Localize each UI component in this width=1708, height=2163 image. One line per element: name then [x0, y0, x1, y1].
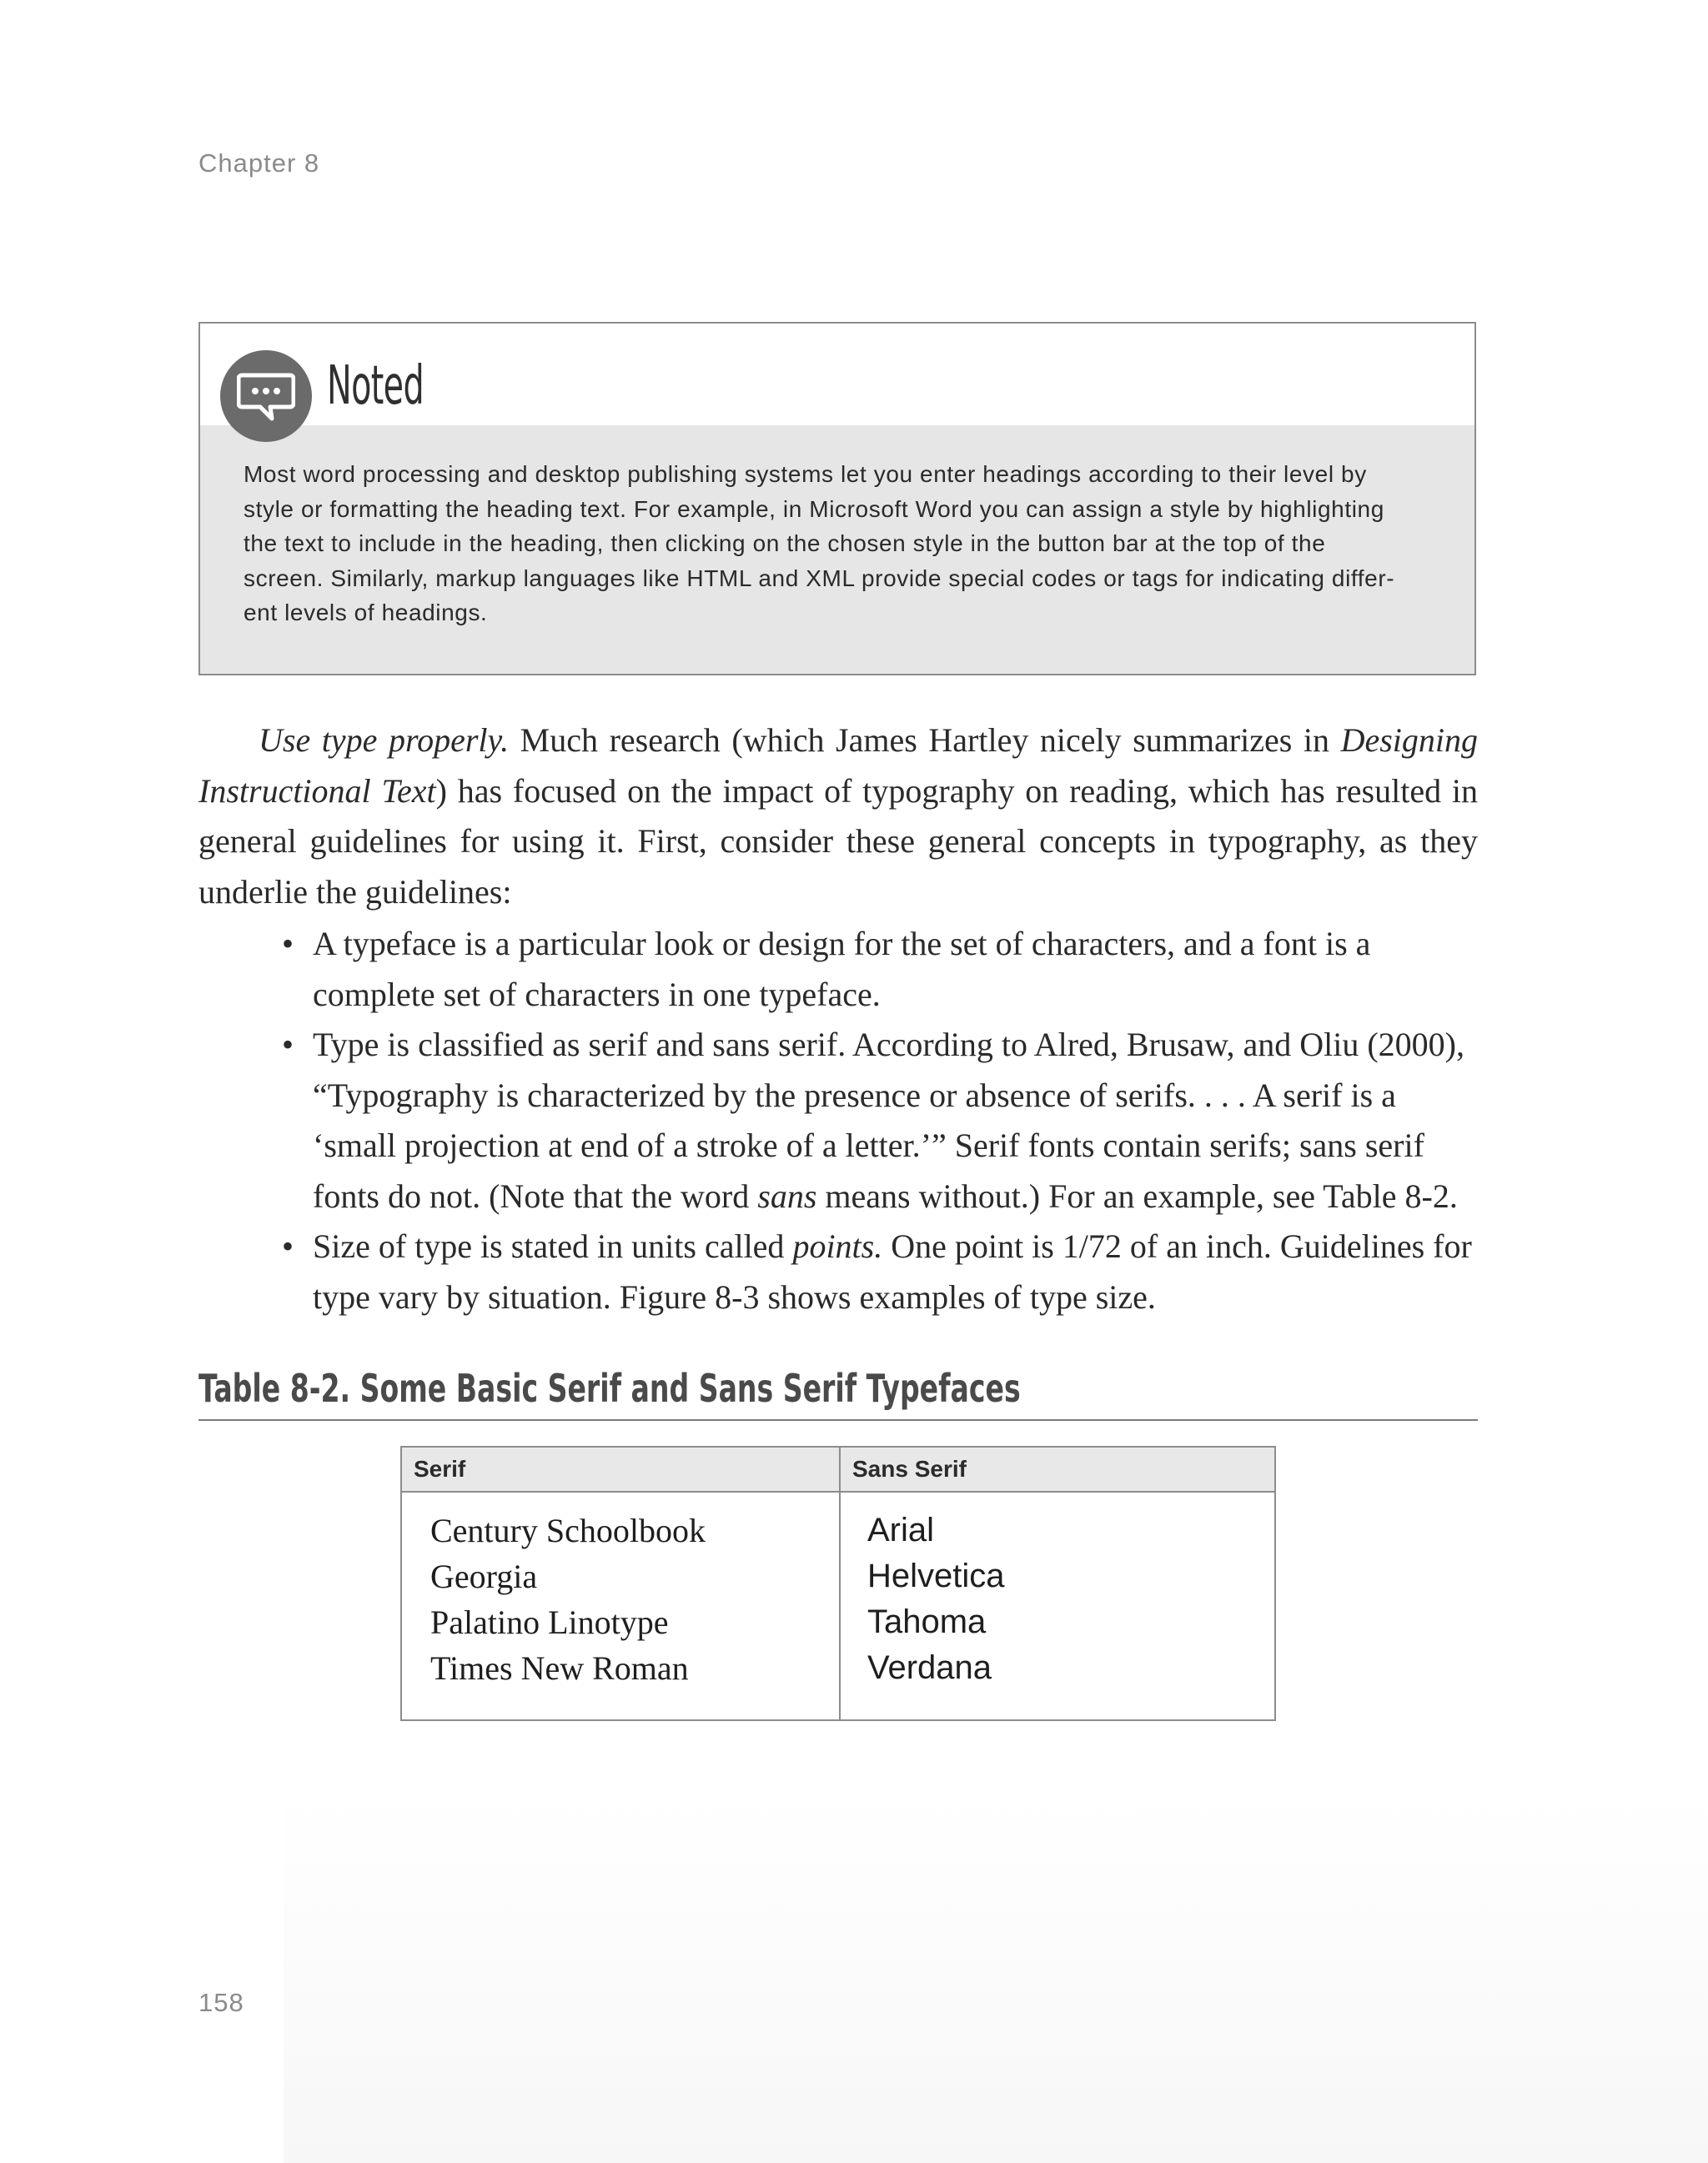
column-divider [839, 1448, 841, 1719]
table-cell: Arial [867, 1512, 935, 1548]
column-header-serif: Serif [414, 1456, 466, 1482]
running-head: Chapter 8 [198, 148, 320, 178]
noted-header [200, 324, 1474, 427]
concept-list [198, 919, 1478, 1322]
table-cell: Times New Roman [430, 1649, 689, 1687]
table-cell: Georgia [430, 1558, 538, 1595]
table-cell: Helvetica [867, 1558, 1005, 1594]
table-caption: Table 8-2. Some Basic Serif and Sans Serif Typefaces [198, 1361, 1478, 1421]
table-cell: Century Schoolbook [430, 1512, 706, 1549]
book-title: Designing Instructional Text [198, 721, 1479, 810]
page-shade [284, 1793, 1708, 2163]
noted-body [200, 425, 1474, 674]
table-cell: Verdana [867, 1649, 992, 1686]
noted-line: screen. Similarly, markup languages like HTML and XML provide special codes or tags for indicating differ- [244, 565, 1395, 591]
speech-bubble-icon [220, 350, 312, 442]
noted-title: Noted [327, 355, 424, 417]
typeface-table [400, 1446, 1276, 1721]
sans-serif-column [867, 1508, 1005, 1691]
noted-text [244, 457, 1434, 630]
table-header-row [402, 1448, 1274, 1493]
list-item: • A typeface is a particular look or design for the set of characters, and a font is a complete set of characters in one typeface. [282, 925, 1371, 1013]
paragraph-text: Much research (which James Hartley nicely summarizes in [509, 721, 1341, 759]
noted-line: style or formatting the heading text. For example, in Microsoft Word you can assign a style by highlighting [244, 495, 1384, 522]
serif-column [430, 1508, 706, 1691]
lead-phrase: Use type properly. [259, 721, 510, 759]
column-header-sans-serif: Sans Serif [852, 1456, 967, 1482]
noted-line: the text to include in the heading, then clicking on the chosen style in the button bar at the top of the [244, 530, 1326, 556]
noted-line: ent levels of headings. [244, 600, 488, 625]
page-number: 158 [198, 1988, 244, 2017]
list-item: • Size of type is stated in units called points. One point is 1/72 of an inch. Guidelines for type vary by situation. Figure 8-3 shows examples of type size. [282, 1227, 1472, 1316]
table-cell: Palatino Linotype [430, 1603, 669, 1641]
body-paragraph [198, 715, 1478, 917]
paragraph-text: ) has focused on the impact of typography on reading, which has resulted in general guidelines for using it. First, consider these general concepts in typography, as they underlie the guidelines: [198, 771, 1478, 911]
noted-line: Most word processing and desktop publishing systems let you enter headings according to their level by [244, 461, 1367, 487]
table-cell: Tahoma [867, 1603, 987, 1640]
list-item: • Type is classified as serif and sans serif. According to Alred, Brusaw, and Oliu (2000), “Typography is characterized by the presence or absence of serifs. . . . A serif is a ‘small projection at end of a stroke of a letter.’” Serif fonts contain serifs; sans serif fonts do not. (Note that the word sans means without.) For an example, see Table 8-2. [282, 1026, 1464, 1215]
noted-box [198, 322, 1476, 675]
